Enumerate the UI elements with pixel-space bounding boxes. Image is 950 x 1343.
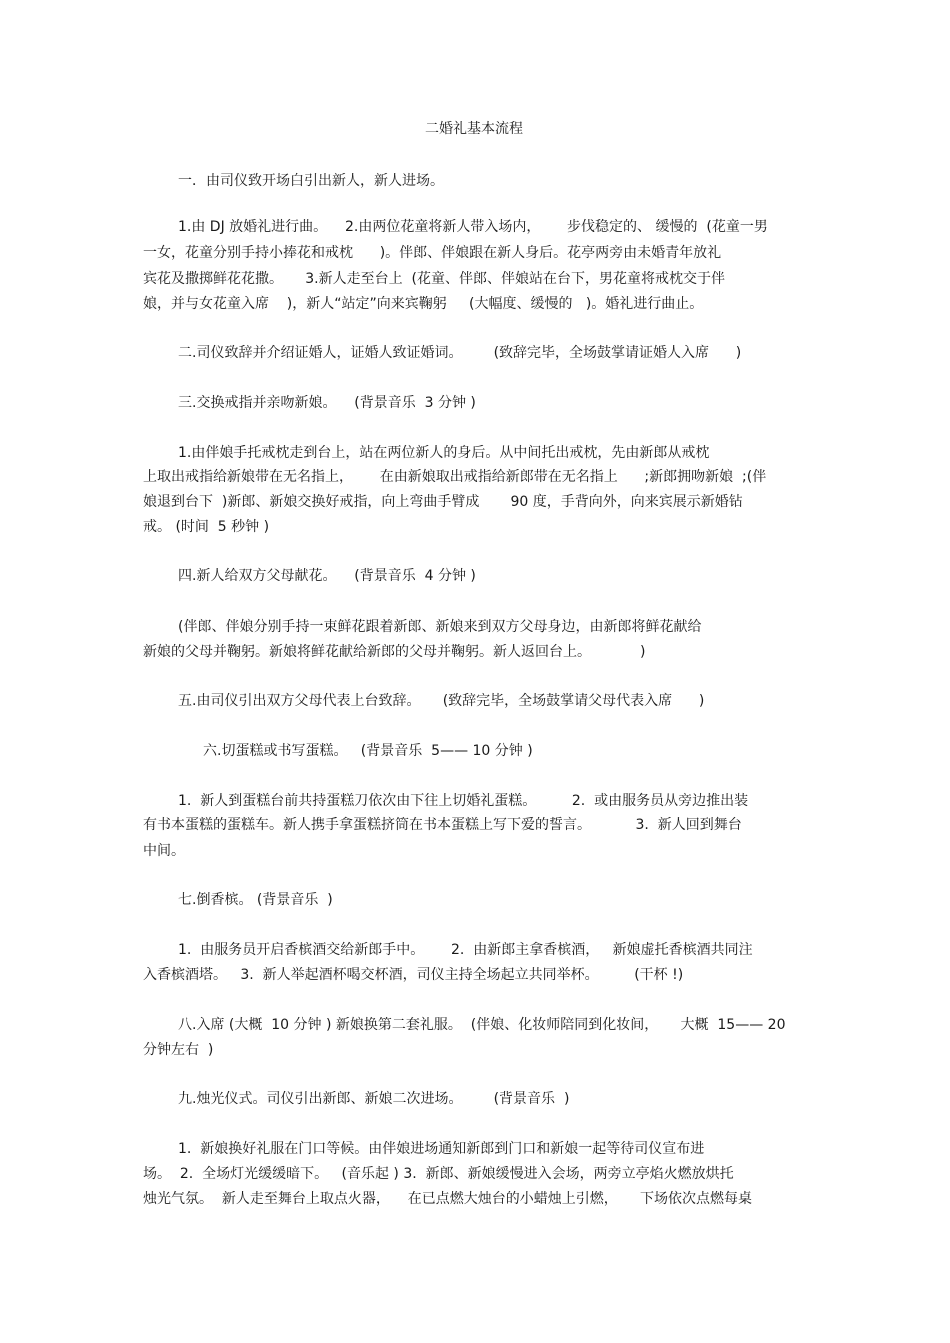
paragraph-line: 1. 新娘换好礼服在门口等候。由伴娘进场通知新郎到门口和新娘一起等待司仪宣布进 <box>178 1141 705 1157</box>
paragraph-line: 分钟左右 ) <box>143 1042 214 1058</box>
paragraph-line: 一女，花童分别手持小捧花和戒枕 )。伴郎、伴娘跟在新人身后。花亭两旁由未婚青年放礼 <box>143 245 722 261</box>
section-5-heading: 五.由司仪引出双方父母代表上台致辞。 (致辞完毕，全场鼓掌请父母代表入席 ) <box>178 693 705 709</box>
section-9-heading: 九.烛光仪式。司仪引出新郎、新娘二次进场。 (背景音乐 ) <box>178 1091 570 1107</box>
paragraph-line: 中间。 <box>143 843 185 859</box>
section-8-heading: 八.入席 (大概 10 分钟 ) 新娘换第二套礼服。 (伴娘、化妆师陪同到化妆间， 大概 15—— 20 <box>178 1017 786 1033</box>
paragraph-line: 1. 由服务员开启香槟酒交给新郎手中。 2. 由新郎主拿香槟酒， 新娘虚托香槟酒共同注 <box>178 942 753 958</box>
paragraph-line: 有书本蛋糕的蛋糕车。新人携手拿蛋糕挤筒在书本蛋糕上写下爱的誓言。 3. 新人回到舞台 <box>143 817 742 833</box>
section-1-heading: 一．由司仪致开场白引出新人，新人进场。 <box>178 173 444 189</box>
paragraph-line: 场。 2. 全场灯光缓缓暗下。 (音乐起 ) 3. 新郎、新娘缓慢进入会场，两旁立亭焰火燃放烘托 <box>143 1166 734 1182</box>
paragraph-line: 娘退到台下 )新郎、新娘交换好戒指，向上弯曲手臂成 90 度，手背向外，向来宾展示新婚钻 <box>143 494 743 510</box>
section-3-heading: 三.交换戒指并亲吻新娘。 (背景音乐 3 分钟 ) <box>178 395 476 411</box>
paragraph-line: 烛光气氛。 新人走至舞台上取点火器， 在已点燃大烛台的小蜡烛上引燃， 下场依次点燃每桌 <box>143 1191 752 1207</box>
paragraph-line: 娘，并与女花童入席 )，新人“站定”向来宾鞠躬 (大幅度、缓慢的 )。婚礼进行曲止。 <box>143 296 704 312</box>
paragraph-line: 1. 新人到蛋糕台前共持蛋糕刀依次由下往上切婚礼蛋糕。 2. 或由服务员从旁边推出装 <box>178 793 749 809</box>
paragraph-line: 1.由伴娘手托戒枕走到台上，站在两位新人的身后。从中间托出戒枕，先由新郎从戒枕 <box>178 445 710 461</box>
section-2-heading: 二.司仪致辞并介绍证婚人，证婚人致证婚词。 (致辞完毕，全场鼓掌请证婚人入席 ) <box>178 345 742 361</box>
paragraph-line: 1.由 DJ 放婚礼进行曲。 2.由两位花童将新人带入场内， 步伐稳定的、 缓慢的 (花童一男 <box>178 219 768 235</box>
paragraph-line: 入香槟酒塔。 3. 新人举起酒杯喝交杯酒，司仪主持全场起立共同举杯。 (干杯 !) <box>143 967 684 983</box>
paragraph-line: (伴郎、伴娘分别手持一束鲜花跟着新郎、新娘来到双方父母身边，由新郎将鲜花献给 <box>178 619 702 635</box>
section-4-heading: 四.新人给双方父母献花。 (背景音乐 4 分钟 ) <box>178 568 476 584</box>
paragraph-line: 上取出戒指给新娘带在无名指上， 在由新娘取出戒指给新郎带在无名指上 ;新郎拥吻新娘 ;(伴 <box>143 469 767 485</box>
paragraph-line: 宾花及撒掷鲜花花撒。 3.新人走至台上 (花童、伴郎、伴娘站在台下，男花童将戒枕交于伴 <box>143 271 725 287</box>
paragraph-line: 新娘的父母并鞠躬。新娘将鲜花献给新郎的父母并鞠躬。新人返回台上。 ) <box>143 644 646 660</box>
paragraph-line: 戒。 (时间 5 秒钟 ) <box>143 519 270 535</box>
document-title: 二婚礼基本流程 <box>425 121 523 137</box>
section-7-heading: 七.倒香槟。 (背景音乐 ) <box>178 892 333 908</box>
section-6-heading: 六.切蛋糕或书写蛋糕。 (背景音乐 5—— 10 分钟 ) <box>203 743 533 759</box>
